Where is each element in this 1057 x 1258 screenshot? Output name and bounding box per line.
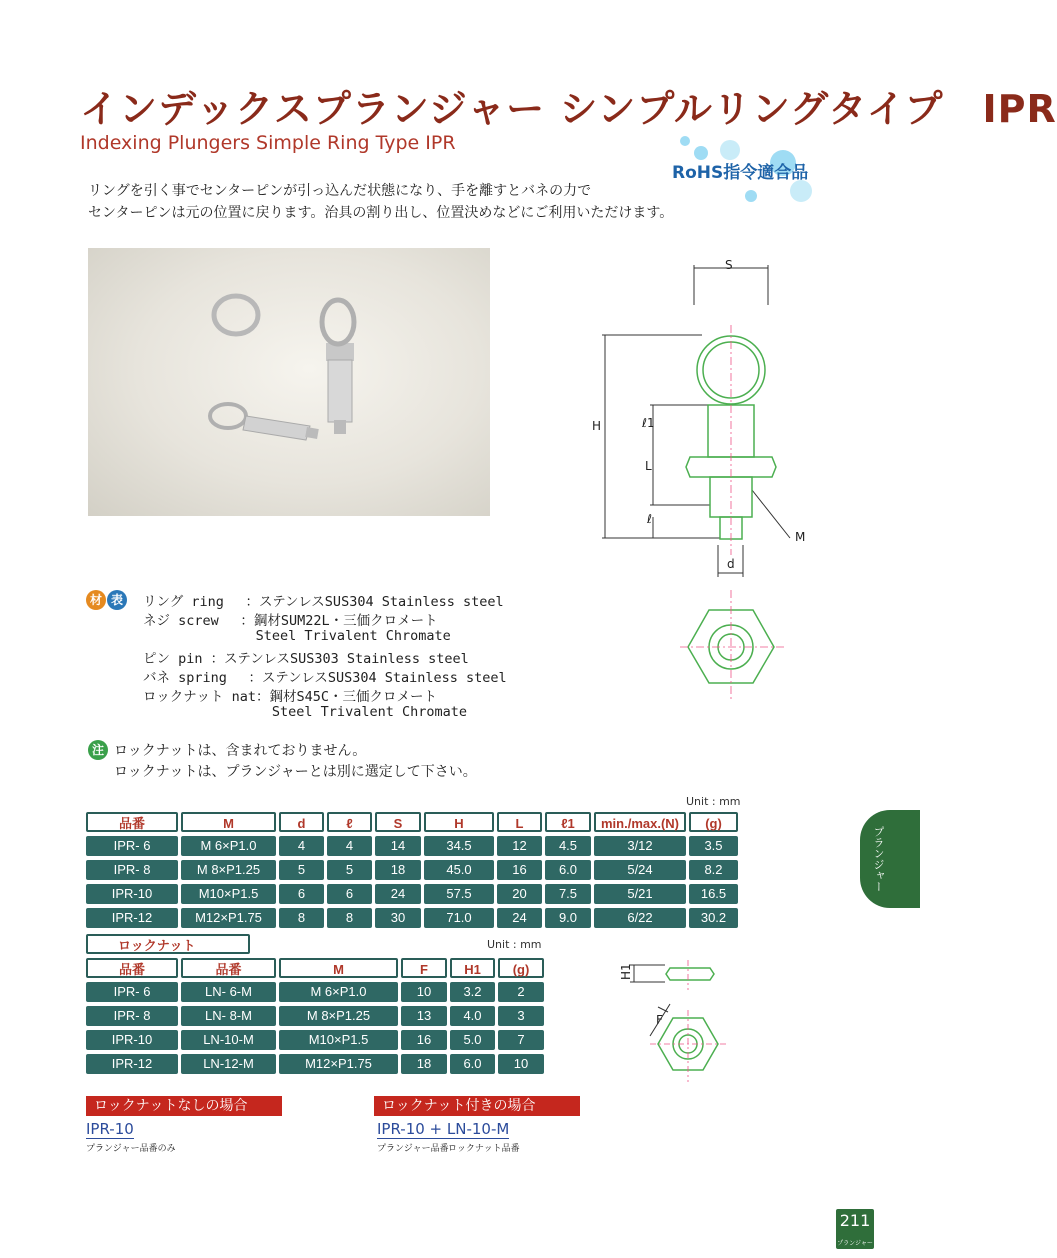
table-cell-weight: 2 (498, 982, 544, 1002)
table-cell-weight: 8.2 (689, 860, 738, 880)
table-cell-weight: 10 (498, 1054, 544, 1074)
material-line: リング ring ：ステンレスSUS304 Stainless steel (143, 594, 504, 610)
note-line-2: ロックナットは、プランジャーとは別に選定して下さい。 (114, 764, 477, 780)
table-cell-s: 30 (375, 908, 421, 928)
table-cell-m: M 8×P1.25 (181, 860, 276, 880)
table-cell-weight: 16.5 (689, 884, 738, 904)
table-cell-d: 8 (279, 908, 324, 928)
note-line-1: ロックナットは、含まれておりません。 (114, 743, 367, 759)
material-badge: 材 (86, 590, 106, 610)
table-cell-l1: 7.5 (545, 884, 591, 904)
table-cell-l-long: 12 (497, 836, 542, 856)
table-cell-force: 5/21 (594, 884, 686, 904)
table-cell-m: M10×P1.5 (181, 884, 276, 904)
table-cell-part-no: IPR- 6 (86, 836, 178, 856)
dim-label-l1: ℓ1 (642, 416, 655, 430)
table-cell-l: 5 (327, 860, 372, 880)
header-cell-m: M (279, 958, 398, 978)
table-cell-weight: 3 (498, 1006, 544, 1026)
table-cell-weight: 7 (498, 1030, 544, 1050)
table-cell-l1: 6.0 (545, 860, 591, 880)
table-cell-m: M 6×P1.0 (279, 982, 398, 1002)
header-cell-part-no: 品番 (86, 812, 178, 832)
header-cell-part-no: 品番 (86, 958, 178, 978)
order-without-code: IPR-10 (86, 1120, 134, 1138)
table-cell-d: 4 (279, 836, 324, 856)
header-cell-m: M (181, 812, 276, 832)
table-cell-h: 34.5 (424, 836, 494, 856)
note-badge: 注 (88, 740, 108, 760)
side-category-tab[interactable] (860, 810, 920, 908)
material-line: Steel Trivalent Chromate (150, 628, 451, 644)
table-cell-h: 45.0 (424, 860, 494, 880)
table-cell-f: 10 (401, 982, 447, 1002)
page-subtitle: Indexing Plungers Simple Ring Type IPR (80, 132, 456, 154)
order-with-sub-nut: ロックナット品番 (448, 1144, 520, 1154)
table-cell-l: 8 (327, 908, 372, 928)
table-cell-m: M12×P1.75 (279, 1054, 398, 1074)
material-line: ネジ screw ：鋼材SUM22L・三価クロメート (143, 613, 438, 629)
material-line: ピン pin ：ステンレスSUS303 Stainless steel (143, 651, 469, 667)
decor-bubble (720, 140, 740, 160)
dim-label-h: H (592, 419, 602, 433)
table-cell-h1: 6.0 (450, 1054, 495, 1074)
table-cell-force: 3/12 (594, 836, 686, 856)
table-cell-weight: 3.5 (689, 836, 738, 856)
decor-bubble (745, 190, 757, 202)
table-cell-l-long: 24 (497, 908, 542, 928)
unit-label: Unit : mm (487, 938, 542, 951)
table-cell-d: 5 (279, 860, 324, 880)
table-cell-h: 71.0 (424, 908, 494, 928)
table-cell-force: 5/24 (594, 860, 686, 880)
dim-label-l-long: L (645, 459, 652, 473)
material-line: バネ spring ：ステンレスSUS304 Stainless steel (143, 670, 507, 686)
table-cell-l1: 4.5 (545, 836, 591, 856)
order-without-label: ロックナットなしの場合 (86, 1096, 282, 1116)
dim-label-l-short: ℓ (647, 512, 652, 526)
table-cell-nut-no: LN-12-M (181, 1054, 276, 1074)
table-cell-h: 57.5 (424, 884, 494, 904)
table-cell-nut-no: LN-10-M (181, 1030, 276, 1050)
material-line: ロックナット nat：鋼材S45C・三価クロメート (143, 689, 437, 705)
header-cell-nut-no: 品番 (181, 958, 276, 978)
material-line: Steel Trivalent Chromate (150, 704, 467, 720)
dim-label-f: F (656, 1013, 663, 1027)
rohs-badge: RoHS指令適合品 (672, 163, 809, 183)
table-cell-f: 18 (401, 1054, 447, 1074)
header-cell-h1: H1 (450, 958, 495, 978)
table-cell-l: 6 (327, 884, 372, 904)
table-cell-l: 4 (327, 836, 372, 856)
table-cell-s: 24 (375, 884, 421, 904)
table-cell-m: M12×P1.75 (181, 908, 276, 928)
page-number-sub: プランジャー (837, 1240, 873, 1247)
order-with-code: IPR-10 + LN-10-M (377, 1120, 510, 1138)
table-cell-weight: 30.2 (689, 908, 738, 928)
order-without-sub: プランジャー品番のみ (86, 1144, 176, 1154)
unit-label: Unit : mm (686, 795, 741, 808)
header-cell-l: ℓ (327, 812, 372, 832)
table-cell-m: M10×P1.5 (279, 1030, 398, 1050)
dim-label-h1: H1 (619, 963, 633, 980)
header-cell-s: S (375, 812, 421, 832)
table-cell-part-no: IPR-12 (86, 1054, 178, 1074)
page-number: 211 (839, 1211, 871, 1230)
table-cell-h1: 4.0 (450, 1006, 495, 1026)
order-with-label: ロックナット付きの場合 (374, 1096, 580, 1116)
product-photo (88, 248, 490, 516)
intro-line-1: リングを引く事でセンターピンが引っ込んだ状態になり、手を離すとバネの力で (88, 183, 592, 199)
dim-label-d: d (727, 557, 735, 571)
table-cell-f: 13 (401, 1006, 447, 1026)
table-cell-part-no: IPR- 6 (86, 982, 178, 1002)
table-cell-h1: 5.0 (450, 1030, 495, 1050)
table-cell-l1: 9.0 (545, 908, 591, 928)
page-title: インデックスプランジャー シンプルリングタイプ IPR (80, 87, 1057, 131)
order-with-sub-plunger: プランジャー品番 (377, 1144, 449, 1154)
header-cell-d: d (279, 812, 324, 832)
table-cell-m: M 6×P1.0 (181, 836, 276, 856)
header-cell-l1: ℓ1 (545, 812, 591, 832)
table-cell-part-no: IPR- 8 (86, 860, 178, 880)
locknut-table-label: ロックナット (86, 934, 250, 954)
table-cell-part-no: IPR-12 (86, 908, 178, 928)
table-cell-l-long: 20 (497, 884, 542, 904)
dim-label-s: S (725, 258, 733, 272)
table-cell-part-no: IPR- 8 (86, 1006, 178, 1026)
table-cell-d: 6 (279, 884, 324, 904)
table-cell-nut-no: LN- 8-M (181, 1006, 276, 1026)
header-cell-l-long: L (497, 812, 542, 832)
table-cell-h1: 3.2 (450, 982, 495, 1002)
table-cell-nut-no: LN- 6-M (181, 982, 276, 1002)
dim-label-m: M (795, 530, 806, 544)
table-cell-f: 16 (401, 1030, 447, 1050)
decor-bubble (790, 180, 812, 202)
table-cell-force: 6/22 (594, 908, 686, 928)
side-category-label: プランジャー (872, 826, 885, 892)
decor-bubble (680, 136, 690, 146)
surface-badge: 表 (107, 590, 127, 610)
table-cell-m: M 8×P1.25 (279, 1006, 398, 1026)
plunger-dimension-drawing (590, 255, 820, 700)
locknut-drawing (610, 960, 730, 1085)
table-cell-part-no: IPR-10 (86, 1030, 178, 1050)
table-cell-s: 14 (375, 836, 421, 856)
table-cell-s: 18 (375, 860, 421, 880)
table-cell-part-no: IPR-10 (86, 884, 178, 904)
header-cell-weight: (g) (689, 812, 738, 832)
intro-line-2: センターピンは元の位置に戻ります。治具の割り出し、位置決めなどにご利用いただけます。 (88, 205, 674, 221)
header-cell-h: H (424, 812, 494, 832)
header-cell-f: F (401, 958, 447, 978)
header-cell-force: min./max.(N) (594, 812, 686, 832)
header-cell-weight: (g) (498, 958, 544, 978)
table-cell-l-long: 16 (497, 860, 542, 880)
